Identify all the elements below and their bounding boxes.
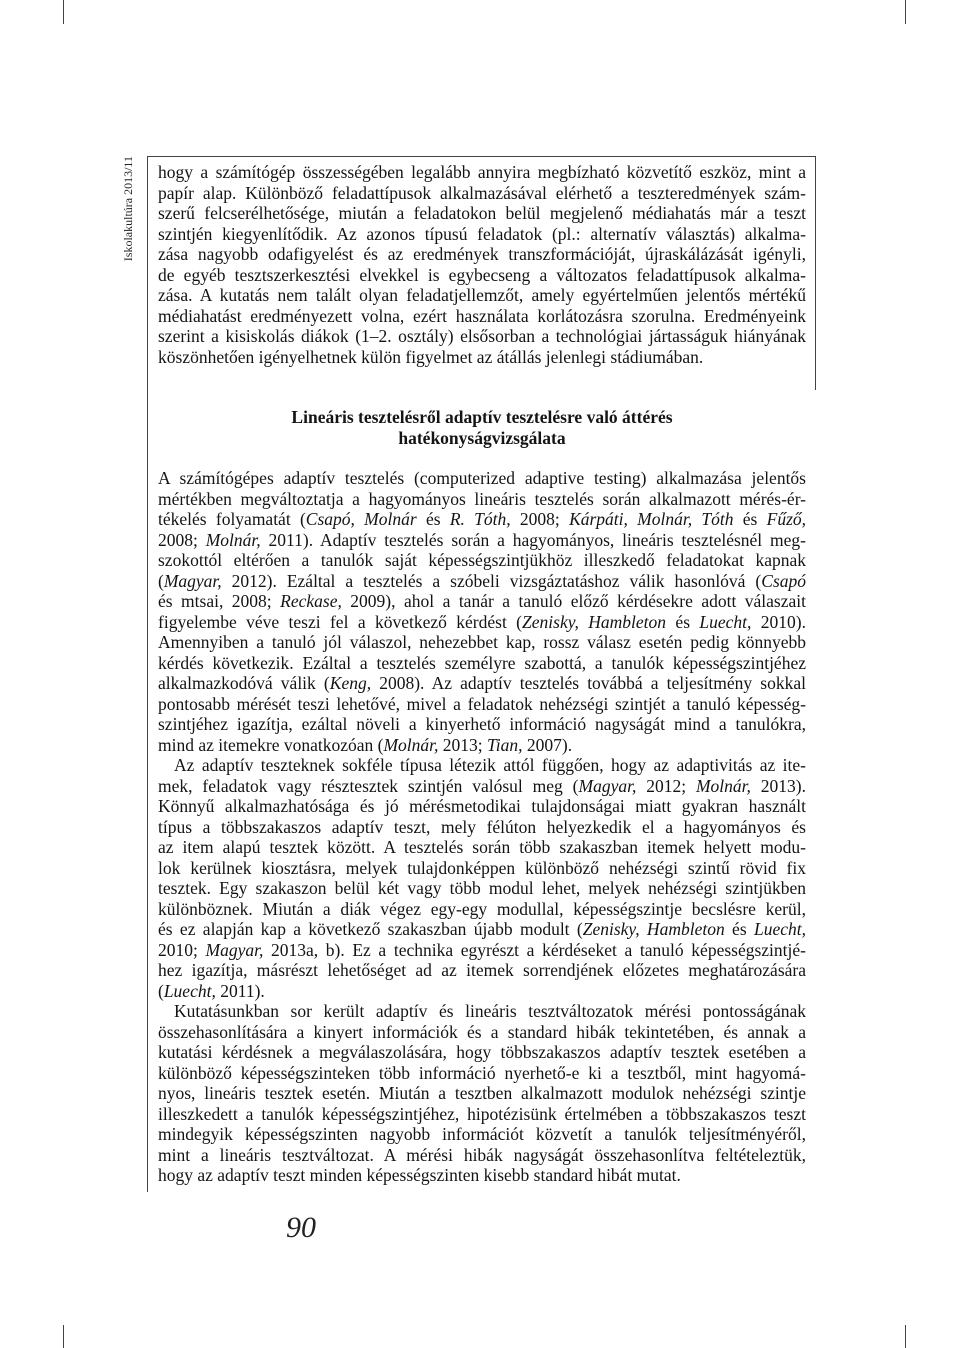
text-run: 2008). Az adaptív tesztelés továbbá a teljesítmény sokkal	[371, 673, 806, 693]
italic-citation: Fűző,	[766, 509, 806, 529]
italic-citation: R. Tóth,	[449, 509, 511, 529]
text-line	[158, 714, 806, 735]
text-line	[158, 837, 806, 858]
text-line	[158, 796, 806, 817]
text-line: szintjén kiegyenlítődik. Az azonos típusú feladatok (pl.: alternatív választás) alkalma-	[158, 223, 806, 244]
text-line	[158, 1042, 806, 1063]
text-run: különböznek. Miután a diák végez egy-egy modullal, képességszintje becslésre kerül,	[158, 898, 806, 919]
text-run: 2013a, b). Ez a technika egyrészt a kérdéseket a tanuló képességszintjé-	[263, 939, 806, 960]
text-run: lok kerülnek kiosztásra, melyek tulajdonképpen különböző nehézségi szintű rövid fix	[158, 857, 806, 878]
text-run: különböző képességszinteken több információ nyerhető-e ki a tesztből, mint hagyomá-	[158, 1062, 806, 1083]
italic-citation: Zenisky, Hambleton	[522, 611, 667, 632]
text-run: (	[158, 980, 164, 1001]
italic-citation: Luecht,	[163, 980, 216, 1001]
text-run: és	[416, 509, 450, 529]
text-run: mek, feladatok vagy résztesztek szintjén valósul meg (	[158, 775, 579, 796]
text-run: hogy az adaptív teszt minden képességszinten kisebb standard hibát mutat.	[158, 1165, 681, 1185]
text-line	[158, 550, 806, 571]
paragraph	[158, 755, 806, 1001]
text-run: és ez alapján kap a következő szakaszban újabb modult (	[158, 919, 583, 939]
italic-citation: Csapó, Molnár	[305, 509, 417, 529]
text-line	[158, 612, 806, 633]
text-line	[158, 899, 806, 920]
text-run: és	[666, 611, 700, 632]
text-line	[158, 858, 806, 879]
text-line	[158, 1063, 806, 1084]
text-line	[158, 468, 806, 489]
text-run: szokottól eltérően a tanulók saját képességszintjükhöz illeszkedő feladatokat kapnak	[158, 550, 806, 570]
text-run: tesztek. Egy szakaszon belül két vagy több modul lehet, melyek nehézségi szintjükben	[158, 878, 806, 898]
text-line	[158, 940, 806, 961]
text-run: Kutatásunkban sor került adaptív és lineáris tesztváltozatok mérési pontosságának	[174, 1001, 806, 1021]
italic-citation: Kárpáti, Molnár, Tóth	[569, 509, 734, 529]
paragraph	[158, 468, 806, 755]
box-right-rule	[815, 156, 816, 390]
running-head: Iskolakultúra 2013/11	[121, 156, 135, 262]
text-line	[158, 878, 806, 899]
italic-citation: Luecht,	[699, 611, 752, 632]
box-top-rule	[147, 156, 816, 157]
text-run: mértékben megváltoztatja a hagyományos lineáris tesztelés során alkalmazott mérés-ér-	[158, 488, 806, 509]
text-run: Amennyiben a tanuló jól válaszol, nehezebbet kap, rossz válasz esetén pedig könnyebb	[158, 632, 806, 652]
text-line	[158, 981, 806, 1002]
text-run: az item alapú tesztek között. A tesztelés során több szakaszban itemek helyett modu-	[158, 837, 806, 857]
italic-citation: Keng,	[329, 673, 372, 693]
italic-citation: Zenisky, Hambleton	[582, 919, 725, 939]
text-run: A számítógépes adaptív tesztelés (computerized adaptive testing) alkalmazása jelentős	[158, 468, 806, 488]
text-run: és mtsai, 2008;	[158, 591, 281, 611]
text-line	[158, 817, 806, 838]
text-line	[158, 735, 806, 756]
text-run: figyelembe véve teszi fel a következő kérdést (	[158, 611, 523, 632]
text-line	[158, 1083, 806, 1104]
text-run: és	[724, 919, 754, 939]
body-text	[158, 468, 806, 1186]
crop-mark-bottom-left	[63, 1325, 64, 1348]
text-line: hogy a számítógép összességében legalább annyira megbízható közvetítő eszköz, mint a	[158, 162, 806, 182]
crop-mark-top-right	[905, 0, 906, 24]
italic-citation: Molnár,	[695, 775, 751, 796]
column-left-rule	[147, 156, 148, 1192]
text-run: nyos, lineáris tesztek esetén. Miután a tesztben alkalmazott modulok nehézségi szintje	[158, 1083, 806, 1103]
text-line	[158, 591, 806, 612]
text-line	[158, 509, 806, 530]
text-run: 2012;	[636, 775, 696, 796]
text-line: köszönhetően igényelhetnek külön figyelmet az átállás jelenlegi stádiumában.	[158, 346, 704, 367]
text-line	[158, 919, 806, 940]
text-line	[158, 960, 806, 981]
text-run: hez igazítja, másrészt lehetőséget ad az itemek sorrendjének előzetes meghatározására	[158, 960, 806, 980]
text-line: zása nagyobb odafigyelést és az eredmények transzformációját, újraskálázását igényli,	[158, 244, 806, 264]
text-run: 2009), ahol a tanár a tanuló előző kérdésekre adott válaszait	[341, 591, 806, 611]
text-run: 2007).	[522, 734, 573, 755]
text-line	[158, 1124, 806, 1145]
text-line	[158, 632, 806, 653]
text-run: 2010).	[751, 611, 807, 632]
text-run: pontosabb mérését teszi lehetővé, mivel a feladatok nehézségi szintjét a tanuló képesség-	[158, 693, 806, 714]
text-line	[158, 1104, 806, 1125]
text-line	[158, 1001, 806, 1022]
text-run: kutatási kérdésnek a megválaszolására, hogy többszakaszos adaptív tesztek esetében a	[158, 1042, 806, 1062]
text-line	[158, 1165, 806, 1186]
section-title-line: Lineáris tesztelésről adaptív tesztelésre való áttérés	[291, 407, 673, 427]
text-run: Könnyű alkalmazhatósága és jó mérésmetodikai tulajdonságai miatt gyakran használt	[158, 796, 806, 816]
text-run: mindegyik képességszinten nagyobb információt közvetít a tanulók teljesítményéről,	[158, 1124, 806, 1144]
text-run: 2011).	[215, 980, 265, 1001]
section-title-line: hatékonyságvizsgálata	[398, 427, 566, 448]
section-title	[158, 407, 806, 448]
italic-citation: Magyar,	[578, 775, 637, 796]
italic-citation: Magyar,	[205, 939, 264, 960]
italic-citation: Tian,	[487, 734, 523, 755]
text-line: médiahatást eredményezett volna, ezért használata korlátozásra szorulna. Eredményeink	[158, 305, 806, 326]
text-run: 2012). Ezáltal a tesztelés a szóbeli vizsgáztatáshoz válik hasonlóvá (	[221, 570, 762, 591]
page-number: 90	[286, 1211, 316, 1244]
text-run: 2011). Adaptív tesztelés során a hagyományos, lineáris tesztelésnél meg-	[260, 529, 806, 550]
text-line: de egyéb tesztszerkesztési elvekkel is egybecseng a változatos feladattípusok alkalma-	[158, 264, 806, 285]
text-run: szintjéhez igazítja, ezáltal növeli a kinyerhető információ nagyságát mind a tanulókra,	[158, 714, 806, 734]
text-run: mind az itemekre vonatkozóan (	[158, 734, 384, 755]
text-line	[158, 1145, 806, 1166]
text-line	[158, 489, 806, 510]
italic-citation: Luecht,	[753, 919, 806, 939]
text-run: Az adaptív teszteknek sokféle típusa létezik attól függően, hogy az adaptivitás az ite-	[174, 755, 806, 775]
text-line: zása. A kutatás nem talált olyan feladatjellemzőt, amely egyértelműen jelentős mértékű	[158, 285, 806, 305]
text-line	[158, 694, 806, 715]
text-line: szerű felcserélhetősége, miután a feladatokon belül megjelenő médiahatás már a teszt	[158, 203, 806, 223]
text-line	[158, 653, 806, 674]
text-run: és	[733, 509, 767, 529]
italic-citation: Reckase,	[280, 591, 342, 611]
text-line	[158, 755, 806, 776]
text-run: 2013;	[438, 734, 488, 755]
text-run: 2008;	[158, 529, 206, 550]
text-run: összehasonlítására a kinyert információk és a standard hibák tekintetében, és annak a	[158, 1021, 806, 1042]
crop-mark-top-left	[63, 0, 64, 24]
italic-citation: Magyar,	[163, 570, 222, 591]
text-run: 2008;	[510, 509, 570, 529]
text-run: típus a többszakaszos adaptív teszt, mely félúton helyezkedik el a hagyományos és	[158, 816, 806, 837]
text-run: (	[158, 570, 164, 591]
text-run: mint a lineáris tesztváltozat. A mérési hibák nagyságát összehasonlítva feltételeztük,	[158, 1144, 806, 1165]
text-line	[158, 776, 806, 797]
boxed-paragraph	[158, 162, 806, 367]
text-run: alkalmazkodóvá válik (	[158, 673, 330, 693]
text-line: papír alap. Különböző feladattípusok alkalmazásával elérhető a teszteredmények szám-	[158, 182, 806, 203]
text-run: illeszkedett a tanulók képességszintjéhez, hipotézisünk értelmében a többszakaszos teszt	[158, 1103, 806, 1124]
italic-citation: Molnár,	[205, 529, 261, 550]
text-line	[158, 673, 806, 694]
text-line	[158, 571, 806, 592]
paragraph	[158, 1001, 806, 1186]
text-line	[158, 1022, 806, 1043]
text-run: kérdés következik. Ezáltal a tesztelés személyre szabottá, a tanulók képességszintjéhez	[158, 652, 806, 673]
text-run: 2013).	[750, 775, 806, 796]
italic-citation: Molnár,	[383, 734, 439, 755]
italic-citation: Csapó	[761, 570, 806, 591]
text-line	[158, 530, 806, 551]
text-run: tékelés folyamatát (	[158, 509, 306, 529]
text-line: szerint a kisiskolás diákok (1–2. osztály) elsősorban a technológiai jártasságuk hiányának	[158, 326, 806, 346]
crop-mark-bottom-right	[905, 1325, 906, 1348]
text-run: 2010;	[158, 939, 206, 960]
